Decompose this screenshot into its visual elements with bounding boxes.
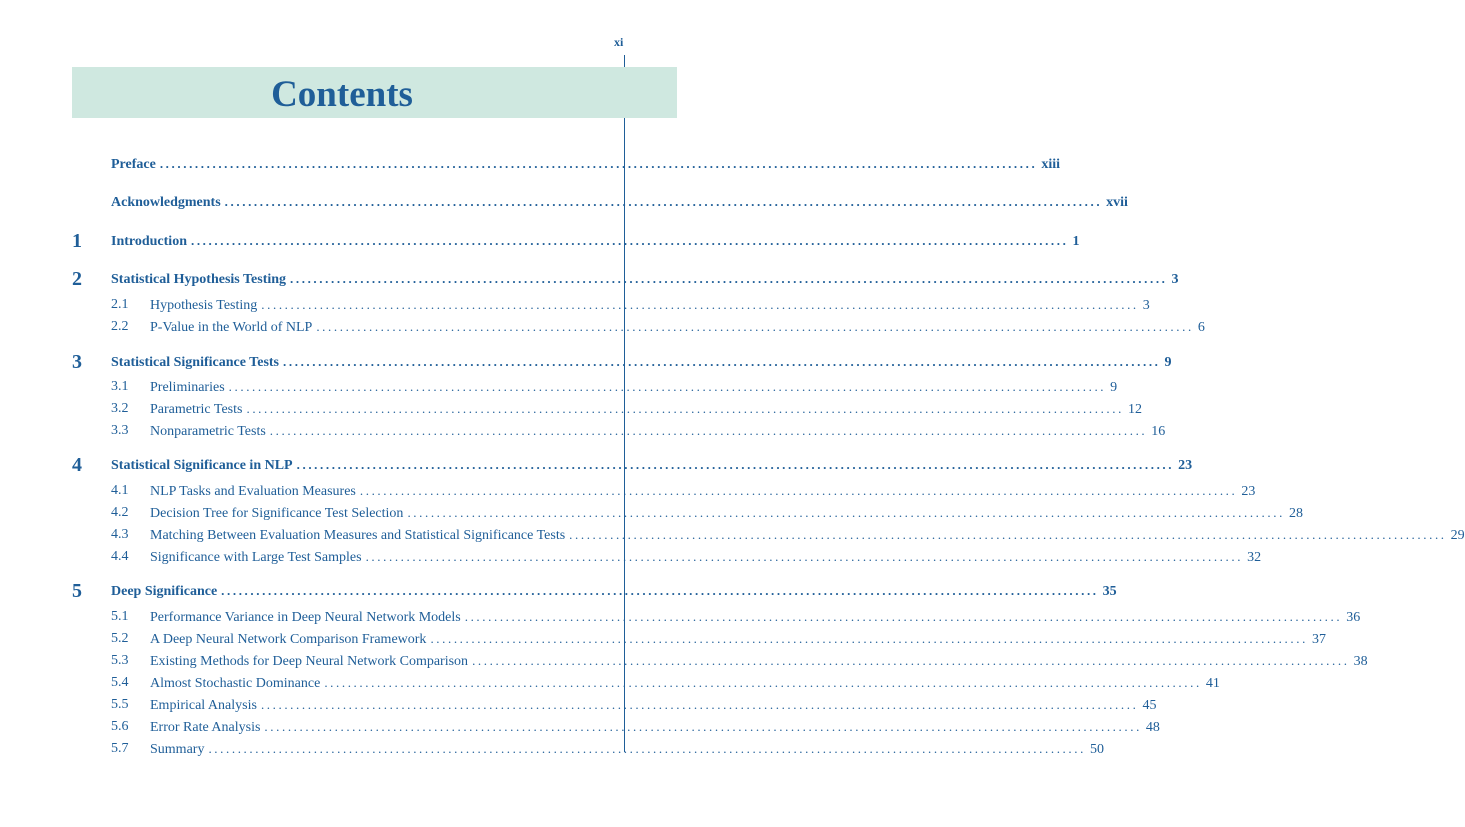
entry-title: Parametric Tests: [150, 402, 243, 417]
chapter-number: 5: [72, 580, 82, 602]
section-number: 3.1: [111, 379, 129, 394]
entry-title: Acknowledgments: [111, 195, 221, 210]
toc-section-3-1[interactable]: [0, 376, 1118, 398]
toc-section-2-2[interactable]: [0, 316, 1205, 338]
section-number: 4.3: [111, 527, 129, 542]
page-number: xi: [614, 35, 624, 49]
entry-page: 28: [1288, 506, 1303, 521]
dot-leader: ......................................................................................................................................................: [208, 741, 1086, 756]
section-number: 3.3: [111, 423, 129, 438]
entry-title: Significance with Large Test Samples: [150, 550, 362, 565]
entry-page: 1: [1072, 234, 1080, 249]
section-number: 5.3: [111, 653, 129, 668]
toc-entry-acknowledgments[interactable]: [0, 191, 1128, 213]
entry-title: Preface: [111, 157, 156, 172]
entry-page: xiii: [1041, 157, 1060, 172]
entry-page: 38: [1353, 654, 1368, 669]
entry-title: Decision Tree for Significance Test Selection: [150, 506, 404, 521]
entry-page: xvii: [1106, 195, 1128, 210]
entry-page: 48: [1145, 720, 1160, 735]
section-number: 5.2: [111, 631, 129, 646]
entry-title: Statistical Hypothesis Testing: [111, 272, 287, 287]
toc-section-5-2[interactable]: [0, 628, 1326, 650]
entry-page: 6: [1197, 320, 1205, 335]
section-number: 5.7: [111, 741, 129, 756]
chapter-number: 2: [72, 268, 82, 290]
entry-page: 32: [1247, 550, 1262, 565]
toc-section-5-6[interactable]: [0, 716, 1160, 738]
toc-section-5-1[interactable]: [0, 606, 1361, 628]
dot-leader: ......................................................................................................................................................: [224, 194, 1103, 209]
dot-leader: ......................................................................................................................................................: [464, 609, 1343, 624]
dot-leader: ......................................................................................................................................................: [359, 483, 1238, 498]
entry-title: Hypothesis Testing: [150, 298, 258, 313]
section-number: 5.4: [111, 675, 129, 690]
entry-title: P-Value in the World of NLP: [150, 320, 313, 335]
toc-section-4-3[interactable]: [0, 524, 1465, 546]
dot-leader: ......................................................................................................................................................: [261, 297, 1139, 312]
section-number: 2.2: [111, 319, 129, 334]
dot-leader: ......................................................................................................................................................: [472, 653, 1350, 668]
dot-leader: ......................................................................................................................................................: [228, 379, 1107, 394]
dot-leader: ......................................................................................................................................................: [264, 719, 1142, 734]
dot-leader: ......................................................................................................................................................: [296, 457, 1175, 472]
dot-leader: ......................................................................................................................................................: [190, 233, 1069, 248]
entry-page: 9: [1164, 355, 1172, 370]
chapter-number: 4: [72, 454, 82, 476]
entry-title: Statistical Significance Tests: [111, 355, 280, 370]
toc-chapter-3[interactable]: [0, 351, 1172, 373]
chapter-number: 3: [72, 351, 82, 373]
toc-section-5-7[interactable]: [0, 738, 1104, 760]
toc-section-4-1[interactable]: [0, 480, 1256, 502]
entry-title: Statistical Significance in NLP: [111, 458, 293, 473]
entry-page: 50: [1089, 742, 1104, 757]
entry-page: 23: [1178, 458, 1193, 473]
dot-leader: ......................................................................................................................................................: [407, 505, 1285, 520]
chapter-number: 1: [72, 230, 82, 252]
section-number: 5.1: [111, 609, 129, 624]
dot-leader: ......................................................................................................................................................: [569, 527, 1447, 542]
dot-leader: ......................................................................................................................................................: [365, 549, 1244, 564]
dot-leader: ......................................................................................................................................................: [316, 319, 1194, 334]
entry-title: Summary: [150, 742, 205, 757]
entry-title: Introduction: [111, 234, 187, 249]
section-number: 4.4: [111, 549, 129, 564]
entry-page: 12: [1127, 402, 1142, 417]
toc-section-3-2[interactable]: [0, 398, 1142, 420]
entry-page: 29: [1450, 528, 1465, 543]
entry-title: Almost Stochastic Dominance: [150, 676, 321, 691]
dot-leader: ......................................................................................................................................................: [290, 271, 1168, 286]
entry-page: 45: [1142, 698, 1157, 713]
entry-page: 37: [1311, 632, 1326, 647]
dot-leader: ......................................................................................................................................................: [221, 583, 1099, 598]
section-number: 5.5: [111, 697, 129, 712]
entry-page: 23: [1241, 484, 1256, 499]
dot-leader: ......................................................................................................................................................: [159, 156, 1038, 171]
section-number: 5.6: [111, 719, 129, 734]
toc-section-5-5[interactable]: [0, 694, 1157, 716]
dot-leader: ......................................................................................................................................................: [324, 675, 1202, 690]
toc-chapter-5[interactable]: [0, 580, 1117, 602]
entry-title: Deep Significance: [111, 584, 218, 599]
entry-title: Matching Between Evaluation Measures and Statistical Significance Tests: [150, 528, 566, 543]
dot-leader: ......................................................................................................................................................: [246, 401, 1124, 416]
dot-leader: ......................................................................................................................................................: [269, 423, 1148, 438]
entry-page: 3: [1171, 272, 1179, 287]
toc-chapter-4[interactable]: [0, 454, 1193, 476]
toc-section-5-3[interactable]: [0, 650, 1368, 672]
toc-chapter-2[interactable]: [0, 268, 1179, 290]
entry-page: 9: [1110, 380, 1118, 395]
entry-title: Performance Variance in Deep Neural Network Models: [150, 610, 461, 625]
entry-title: Nonparametric Tests: [150, 424, 266, 439]
entry-title: Existing Methods for Deep Neural Network Comparison: [150, 654, 469, 669]
entry-page: 36: [1346, 610, 1361, 625]
entry-page: 16: [1151, 424, 1166, 439]
toc-section-2-1[interactable]: [0, 294, 1150, 316]
toc-section-4-4[interactable]: [0, 546, 1262, 568]
dot-leader: ......................................................................................................................................................: [430, 631, 1308, 646]
toc-chapter-1[interactable]: [0, 230, 1080, 252]
toc-section-3-3[interactable]: [0, 420, 1166, 442]
entry-title: A Deep Neural Network Comparison Framework: [150, 632, 427, 647]
entry-title: Error Rate Analysis: [150, 720, 261, 735]
entry-page: 35: [1102, 584, 1117, 599]
entry-page: 41: [1205, 676, 1220, 691]
toc-section-5-4[interactable]: [0, 672, 1220, 694]
page-title: Contents: [271, 74, 413, 115]
section-number: 2.1: [111, 297, 129, 312]
section-number: 4.2: [111, 505, 129, 520]
section-number: 4.1: [111, 483, 129, 498]
toc-entry-preface[interactable]: [0, 153, 1060, 175]
entry-title: Empirical Analysis: [150, 698, 257, 713]
dot-leader: ......................................................................................................................................................: [260, 697, 1139, 712]
section-number: 3.2: [111, 401, 129, 416]
dot-leader: ......................................................................................................................................................: [283, 354, 1161, 369]
toc-section-4-2[interactable]: [0, 502, 1303, 524]
entry-page: 3: [1142, 298, 1150, 313]
entry-title: NLP Tasks and Evaluation Measures: [150, 484, 356, 499]
entry-title: Preliminaries: [150, 380, 225, 395]
